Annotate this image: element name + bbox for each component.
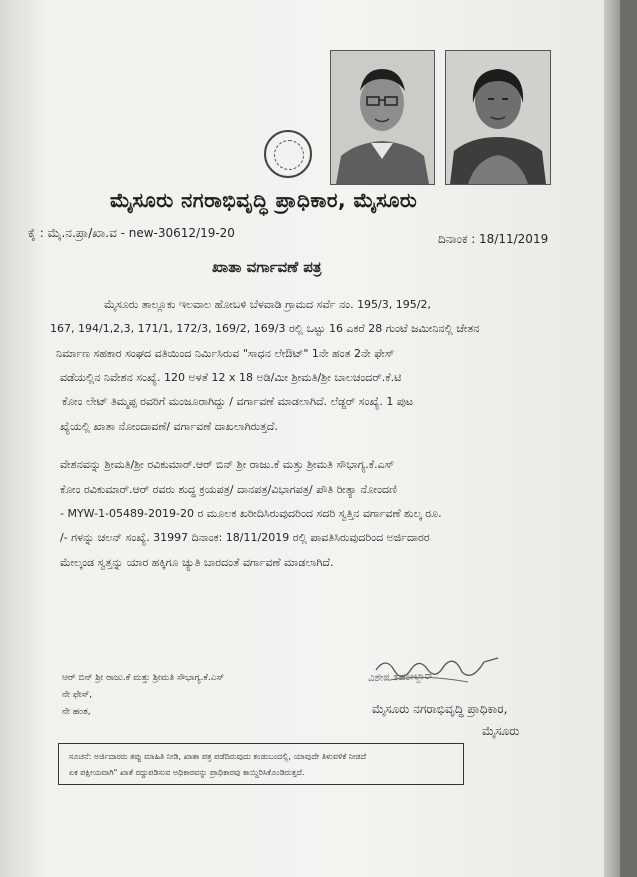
document-title: ಖಾತಾ ವರ್ಗಾವಣೆ ಪತ್ರ — [212, 258, 322, 276]
applicant-photo-male — [330, 50, 435, 185]
paragraph1-line: ಖ್ಯೆಯಲ್ಲಿ ಖಾತಾ ನೋಂದಾವಣೆ/ ವರ್ಗಾವಣೆ ದಾಖಲಾಗಿರುತ್ತದೆ. — [60, 420, 278, 433]
paragraph2-line: ಕೋಂ ರವಿಕುಮಾರ್.ಆರ್ ರವರು ಶುದ್ಧ ಕ್ರಯಪತ್ರ/ ದಾನಪತ್ರ/ವಿಭಾಗಪತ್ರ/ ಪೌತಿ ರೀತ್ಯಾ ನೋಂದಣಿ — [60, 483, 397, 496]
paragraph2-line: - MYW-1-05489-2019-20 ರ ಮೂಲಕ ಖರೀದಿಸಿರುವುದರಿಂದ ಸದರಿ ಸ್ವತ್ತಿನ ವರ್ಗಾವಣೆ ಶುಲ್ಕ ರೂ. — [60, 507, 442, 520]
signatory-office: ಮೈಸೂರು ನಗರಾಭಿವೃದ್ಧಿ ಪ್ರಾಧಿಕಾರ, — [372, 702, 508, 716]
paragraph2-line: /- ಗಳನ್ನು ಚಲನ್ ಸಂಖ್ಯೆ. 31997 ದಿನಾಂಕ: 18/11/2019 ರಲ್ಲಿ ಪಾವತಿಸಿರುವುದರಿಂದ ಅರ್ಜಿದಾರರ — [60, 531, 430, 544]
paragraph1-line: ನಿರ್ಮಾಣ ಸಹಕಾರ ಸಂಘದ ವತಿಯಿಂದ ನಿರ್ಮಿಸಿರುವ "ಸಾಧನ ಲೇಔಟ್" 1ನೇ ಹಂತ 2ನೇ ಫೇಸ್ — [56, 347, 395, 360]
note-line: ಸೂಚನೆ: ಅರ್ಜಿದಾರರು ತಪ್ಪು ಮಾಹಿತಿ ನೀಡಿ, ಖಾತಾ ಪತ್ರ ಪಡೆದಿರುವುದು ಕಂಡುಬಂದಲ್ಲಿ, ಯಾವುದೇ ತಿಳುವಳಿಕೆ ನೀಡದೆ — [69, 752, 367, 761]
paragraph1-line: ಮೈಸೂರು ತಾಲ್ಲೂಕು ಇಲವಾಲ ಹೋಬಳಿ ಬೆಳವಾಡಿ ಗ್ರಾಮದ ಸರ್ವೆ ನಂ. 195/3, 195/2, — [104, 298, 431, 311]
note-box — [58, 743, 464, 785]
addressee-line: ಆರ್ ಬಿನ್ ಶ್ರೀ ರಾಜು.ಕೆ ಮತ್ತು ಶ್ರೀಮತಿ ಸೌಭಾಗ್ಯ.ಕೆ.ಎಸ್ — [62, 673, 225, 683]
authority-name: ಮೈಸೂರು ನಗರಾಭಿವೃದ್ಧಿ ಪ್ರಾಧಿಕಾರ, ಮೈಸೂರು — [110, 188, 418, 212]
applicant-photo-female — [445, 50, 551, 185]
signature-icon — [372, 652, 502, 690]
issue-date: ದಿನಾಂಕ : 18/11/2019 — [438, 232, 549, 246]
official-stamp: ವಿಶೇಷ ತಹಶೀಲ್ದಾರ್ — [367, 670, 434, 685]
signatory-city: ಮೈಸೂರು — [482, 724, 520, 738]
reference-number: ಕೈ : ಮೈ.ನ.ಪ್ರಾ/ಖಾ.ವ - new-30612/19-20 — [28, 226, 235, 240]
addressee-line: ನೇ ಫೇಸ್, — [62, 690, 93, 700]
note-line: ಏಕ ಪಕ್ಷೀಯವಾಗಿ" ಖಾತೆ ರದ್ದುಪಡಿಸುವ ಅಧಿಕಾರವನ್ನು ಪ್ರಾಧಿಕಾರವು ಕಾಯ್ದಿರಿಸಿಕೊಂಡಿರುತ್ತದೆ. — [69, 768, 305, 777]
paragraph1-line: ಕೋಂ ಲೇಟ್ ತಿಮ್ಮಪ್ಪ ರವರಿಗೆ ಮಂಜೂರಾಗಿದ್ದು / ವರ್ಗಾವಣೆ ಮಾಡಲಾಗಿದೆ. ಲೆಡ್ಜರ್ ಸಂಖ್ಯೆ. 1 ಪುಟ — [62, 395, 414, 408]
paragraph2-line: ಮೇಲ್ಕಂಡ ಸ್ವತ್ತನ್ನು ಯಾರ ಹಕ್ಕಿಗೂ ಚ್ಯುತಿ ಬಾರದಂತೆ ವರ್ಗಾವಣೆ ಮಾಡಲಾಗಿದೆ. — [60, 556, 334, 569]
paragraph2-line: ವೇಶನವನ್ನು ಶ್ರೀಮತಿ/ಶ್ರೀ ರವಿಕುಮಾರ್.ಆರ್ ಬಿನ್ ಶ್ರೀ ರಾಜು.ಕೆ ಮತ್ತು ಶ್ರೀಮತಿ ಸೌಭಾಗ್ಯ.ಕೆ.ಎಸ್ — [60, 458, 395, 471]
addressee-line: ನೇ ಹಂತ, — [62, 707, 91, 717]
paragraph1-line: ವಡೆಯಲ್ಲಿನ ನಿವೇಶನ ಸಂಖ್ಯೆ. 120 ಅಳತೆ 12 x 18 ಅಡಿ/ಮೀ ಶ್ರೀಮತಿ/ಶ್ರೀ ಬಾಲಚಂದರ್.ಕೆ.ಟಿ — [60, 371, 402, 384]
paragraph1-line: 167, 194/1,2,3, 171/1, 172/3, 169/2, 169/3 ರಲ್ಲಿ ಒಟ್ಟು 16 ಎಕರೆ 28 ಗುಂಟೆ ಜಮೀನಿನಲ್ಲಿ ಚೇತನ — [50, 322, 480, 335]
paper-edge — [604, 0, 620, 877]
authority-seal-icon — [264, 130, 312, 178]
